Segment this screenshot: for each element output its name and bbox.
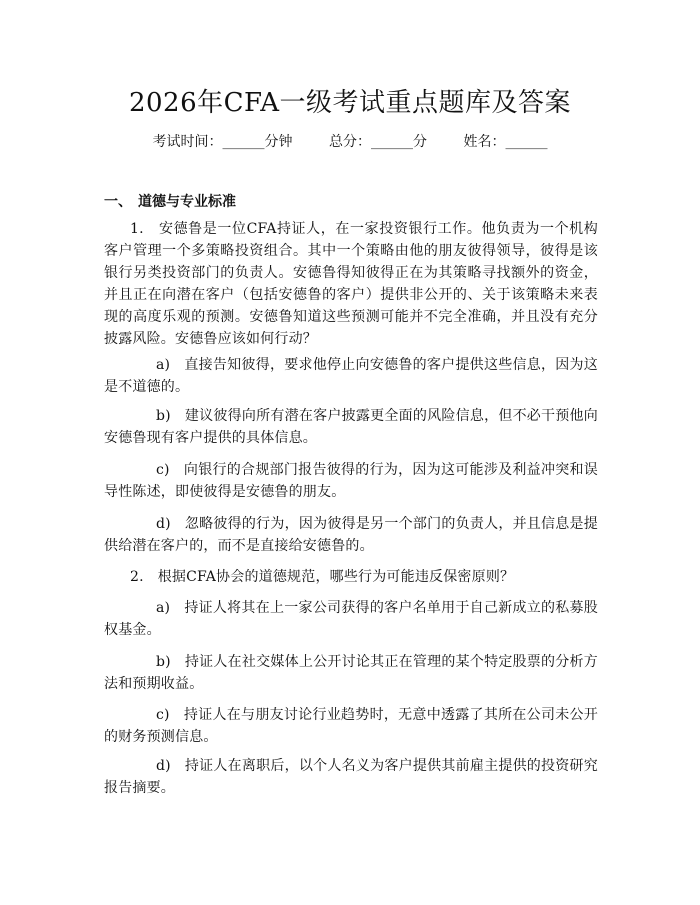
question-text: 安德鲁是一位CFA持证人，在一家投资银行工作。他负责为一个机构客户管理一个多策略投资组合。其中一个策略由他的朋友彼得领导，彼得是该银行另类投资部门的负责人。安德鲁得知彼得正在为其策略寻找额外的资金，并且正在向潜在客户（包括安德鲁的客户）提供非公开的、关于该策略未来表现的高度乐观的预测。安德鲁知道这些预测可能并不完全准确，并且没有充分披露风险。安德鲁应该如何行动？ — [104, 221, 598, 347]
document-title: 2026年CFA一级考试重点题库及答案 — [128, 88, 572, 118]
name-field — [463, 134, 547, 150]
name-blank: ______ — [505, 134, 548, 150]
option-label: a) — [156, 600, 171, 616]
total-score-label: 总分： — [329, 134, 371, 150]
total-score-field — [329, 134, 427, 150]
option-label: c) — [156, 462, 170, 478]
section-heading — [104, 191, 236, 211]
question-2-option-c — [104, 704, 598, 748]
option-label: c) — [156, 707, 170, 723]
exam-time-unit: 分钟 — [264, 134, 293, 150]
exam-meta-line — [0, 131, 700, 151]
exam-time-label: 考试时间： — [152, 134, 223, 150]
option-text: 向银行的合规部门报告彼得的行为，因为这可能涉及利益冲突和误导性陈述，即使彼得是安德鲁的朋友。 — [104, 462, 598, 500]
option-label: a) — [156, 357, 171, 373]
question-1-option-a — [104, 354, 598, 398]
question-1-option-b — [104, 405, 598, 449]
option-label: b) — [156, 654, 171, 670]
question-number: 1. — [130, 221, 144, 237]
option-text: 持证人在离职后，以个人名义为客户提供其前雇主提供的投资研究报告摘要。 — [104, 758, 598, 796]
question-1 — [104, 218, 598, 350]
option-label: d) — [156, 516, 171, 532]
option-text: 持证人在与朋友讨论行业趋势时，无意中透露了其所在公司未公开的财务预测信息。 — [104, 707, 598, 745]
name-label: 姓名： — [463, 134, 506, 150]
section-number: 一、 — [104, 194, 132, 210]
question-2 — [104, 566, 598, 588]
option-text: 直接告知彼得，要求他停止向安德鲁的客户提供这些信息，因为这是不道德的。 — [104, 357, 598, 395]
option-text: 建议彼得向所有潜在客户披露更全面的风险信息，但不必干预他向安德鲁现有客户提供的具体信息。 — [104, 408, 598, 446]
question-2-option-d — [104, 755, 598, 799]
section-title: 道德与专业标准 — [138, 194, 236, 210]
total-score-unit: 分 — [413, 134, 427, 150]
option-text: 持证人在社交媒体上公开讨论其正在管理的某个特定股票的分析方法和预期收益。 — [104, 654, 598, 692]
total-score-blank: ______ — [371, 134, 413, 150]
option-label: d) — [156, 758, 171, 774]
option-text: 忽略彼得的行为，因为彼得是另一个部门的负责人，并且信息是提供给潜在客户的，而不是直接给安德鲁的。 — [104, 516, 598, 554]
exam-time-field — [153, 134, 293, 150]
question-2-option-a — [104, 597, 598, 641]
question-1-option-d — [104, 513, 598, 557]
question-number: 2. — [130, 569, 144, 585]
option-label: b) — [156, 408, 171, 424]
question-1-option-c — [104, 459, 598, 503]
option-text: 持证人将其在上一家公司获得的客户名单用于自己新成立的私募股权基金。 — [104, 600, 598, 638]
exam-time-blank: ______ — [222, 134, 265, 150]
question-2-option-b — [104, 651, 598, 695]
question-text: 根据CFA协会的道德规范，哪些行为可能违反保密原则？ — [157, 569, 515, 585]
